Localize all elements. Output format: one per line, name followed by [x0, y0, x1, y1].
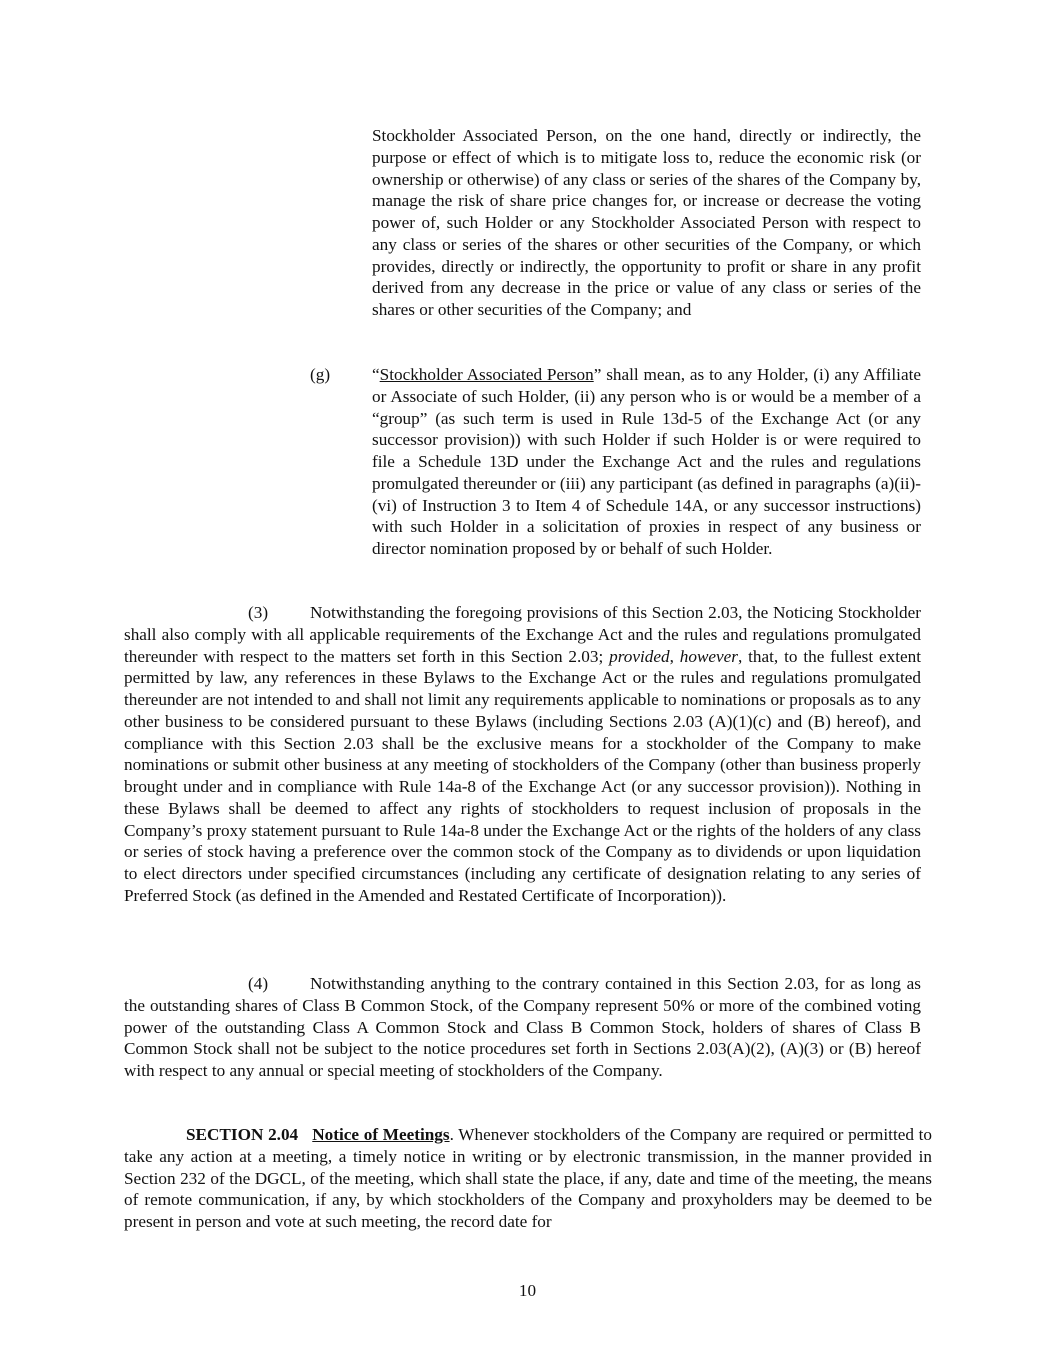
- definition-text: ” shall mean, as to any Holder, (i) any Affiliate or Associate of such Holder, (ii) any person who is or would be a member of a “group” (as such term is used in Rule 13d-5 of the Exchange Act (or any successor provision)) with such Holder if such Holder is or were required to file a Schedule 13D under the Exchange Act and the rules and regulations promulgated thereunder or (iii) any participant (as defined in paragraphs (a)(ii)-(vi) of Instruction 3 to Item 4 of Schedule 14A, or any successor instructions) with such Holder in a solicitation of proxies in respect of any business or director nomination proposed by or behalf of such Holder.: [372, 365, 921, 558]
- section-title: Notice of Meetings: [312, 1125, 450, 1144]
- paragraph-text: Notwithstanding anything to the contrary contained in this Section 2.03, for as long as the outstanding shares of Class B Common Stock, of the Company represent 50% or more of the combined voting power of the outstanding Class A Common Stock and Class B Common Stock, holders of shares of Class B Common Stock shall not be subject to the notice procedures set forth in Sections 2.03(A)(2), (A)(3) or (B) hereof with respect to any annual or special meeting of stockholders of the Company.: [124, 974, 921, 1080]
- italic-however: however: [679, 646, 738, 666]
- section-2-04: [124, 1124, 932, 1233]
- page-number: 10: [518, 1281, 537, 1300]
- section-number: SECTION 2.04: [186, 1125, 299, 1144]
- paragraph-text-continued: , that, to the fullest extent permitted by law, any references in these Bylaws to the Exchange Act or the rules and regulations promulgated thereunder are not intended to and shall not limit any requirements applicable to nominations or proposals as to any other business to be considered pursuant to these Bylaws (including Sections 2.03 (A)(1)(c) and (B) hereof), and compliance with this Section 2.03 shall be the exclusive means for a stockholder of the Company to make nominations or submit other business at any meeting of stockholders of the Company (other than business properly brought under and in compliance with Rule 14a-8 of the Exchange Act (or any successor provision)). Nothing in these Bylaws shall be deemed to affect any rights of stockholders to request inclusion of proposals in the Company’s proxy statement pursuant to Rule 14a-8 under the Exchange Act or the rights of the holders of any class or series of stock having a preference over the common stock of the Company as to dividends or upon liquidation to elect directors under specified circumstances (including any certificate of designation relating to any series of Preferred Stock (as defined in the Amended and Restated Certificate of Incorporation)).: [124, 646, 921, 905]
- paragraph-4: [124, 973, 921, 1082]
- section-text: . Whenever stockholders of the Company are required or permitted to take any action at a meeting, a timely notice in writing or by electronic transmission, in the manner provided in Section 232 of the DGCL, of the meeting, which shall state the place, if any, date and time of the meeting, the means of remote communication, if any, by which stockholders of the Company and proxyholders may be deemed to be present in person and vote at such meeting, the record date for: [124, 1125, 933, 1231]
- italic-provided: provided: [609, 646, 670, 666]
- paragraph-number: (3): [248, 603, 269, 622]
- continuation-text: Stockholder Associated Person, on the one hand, directly or indirectly, the purpose or effect of which is to mitigate loss to, reduce the economic risk (or ownership or otherwise) of any class or series of the shares of the Company by, manage the risk of share price changes for, or increase or decrease the voting power of, such Holder or any Stockholder Associated Person with respect to any class or series of the shares or other securities of the Company, or which provides, directly or indirectly, the opportunity to profit or share in any profit derived from any decrease in the price or value of any class or series of the shares or other securities of the Company; and: [372, 126, 921, 319]
- continuation-paragraph: [372, 125, 921, 321]
- comma: ,: [669, 646, 680, 666]
- definition-item-g: [310, 364, 921, 560]
- definition-body: [372, 364, 921, 560]
- paragraph-number: (4): [248, 974, 269, 993]
- open-quote: “: [372, 365, 380, 384]
- item-label: (g): [310, 365, 331, 384]
- paragraph-text: Notwithstanding the foregoing provisions of this Section 2.03, the Noticing Stockholder shall also comply with all applicable requirements of the Exchange Act and the rules and regulations promulgated thereunder with respect to the matters set forth in this Section 2.03;: [124, 603, 921, 666]
- defined-term: Stockholder Associated Person: [379, 365, 594, 384]
- paragraph-3: [124, 602, 921, 907]
